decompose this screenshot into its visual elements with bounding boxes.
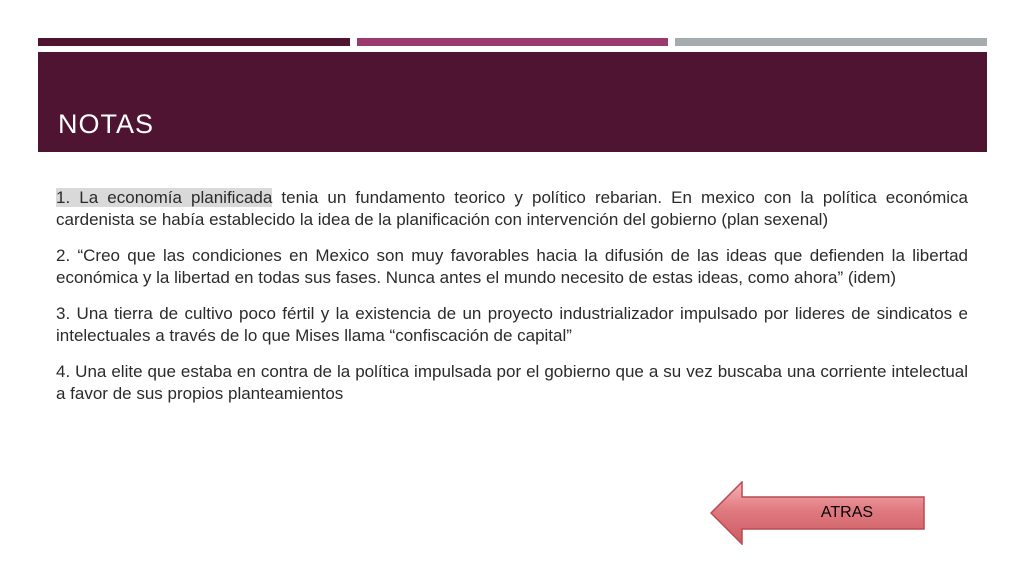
accent-bar-3 <box>675 38 987 46</box>
accent-bar-2 <box>357 38 669 46</box>
back-button[interactable] <box>710 481 926 545</box>
back-button-label: ATRAS <box>820 504 874 521</box>
note-2: 2. “Creo que las condiciones en Mexico son muy favorables hacia la difusión de las ideas que defienden la libertad económica y la libertad en todas sus fases. Nunca antes el mundo necesito de estas ideas, como ahora” (idem) <box>56 246 968 287</box>
slide-title: NOTAS <box>58 109 155 139</box>
title-band <box>38 52 987 152</box>
note-1 <box>56 187 968 231</box>
note-3: 3. Una tierra de cultivo poco fértil y la existencia de un proyecto industrializador impulsado por lideres de sindicatos e intelectuales a través de lo que Mises llama “confiscación de capital” <box>56 304 968 345</box>
notes-list <box>56 187 968 419</box>
note-1-highlight: 1. La economía planificada <box>56 188 273 207</box>
note-4: 4. Una elite que estaba en contra de la política impulsada por el gobierno que a su vez buscaba una corriente intelectual a favor de sus propios planteamientos <box>56 362 968 403</box>
accent-bar-1 <box>38 38 350 46</box>
accent-bars <box>38 38 987 46</box>
note-1-text: tenia un fundamento teorico y político rebarian. En mexico con la política económica cardenista se había establecido la idea de la planificación con intervención del gobierno (plan sexenal) <box>56 188 968 229</box>
